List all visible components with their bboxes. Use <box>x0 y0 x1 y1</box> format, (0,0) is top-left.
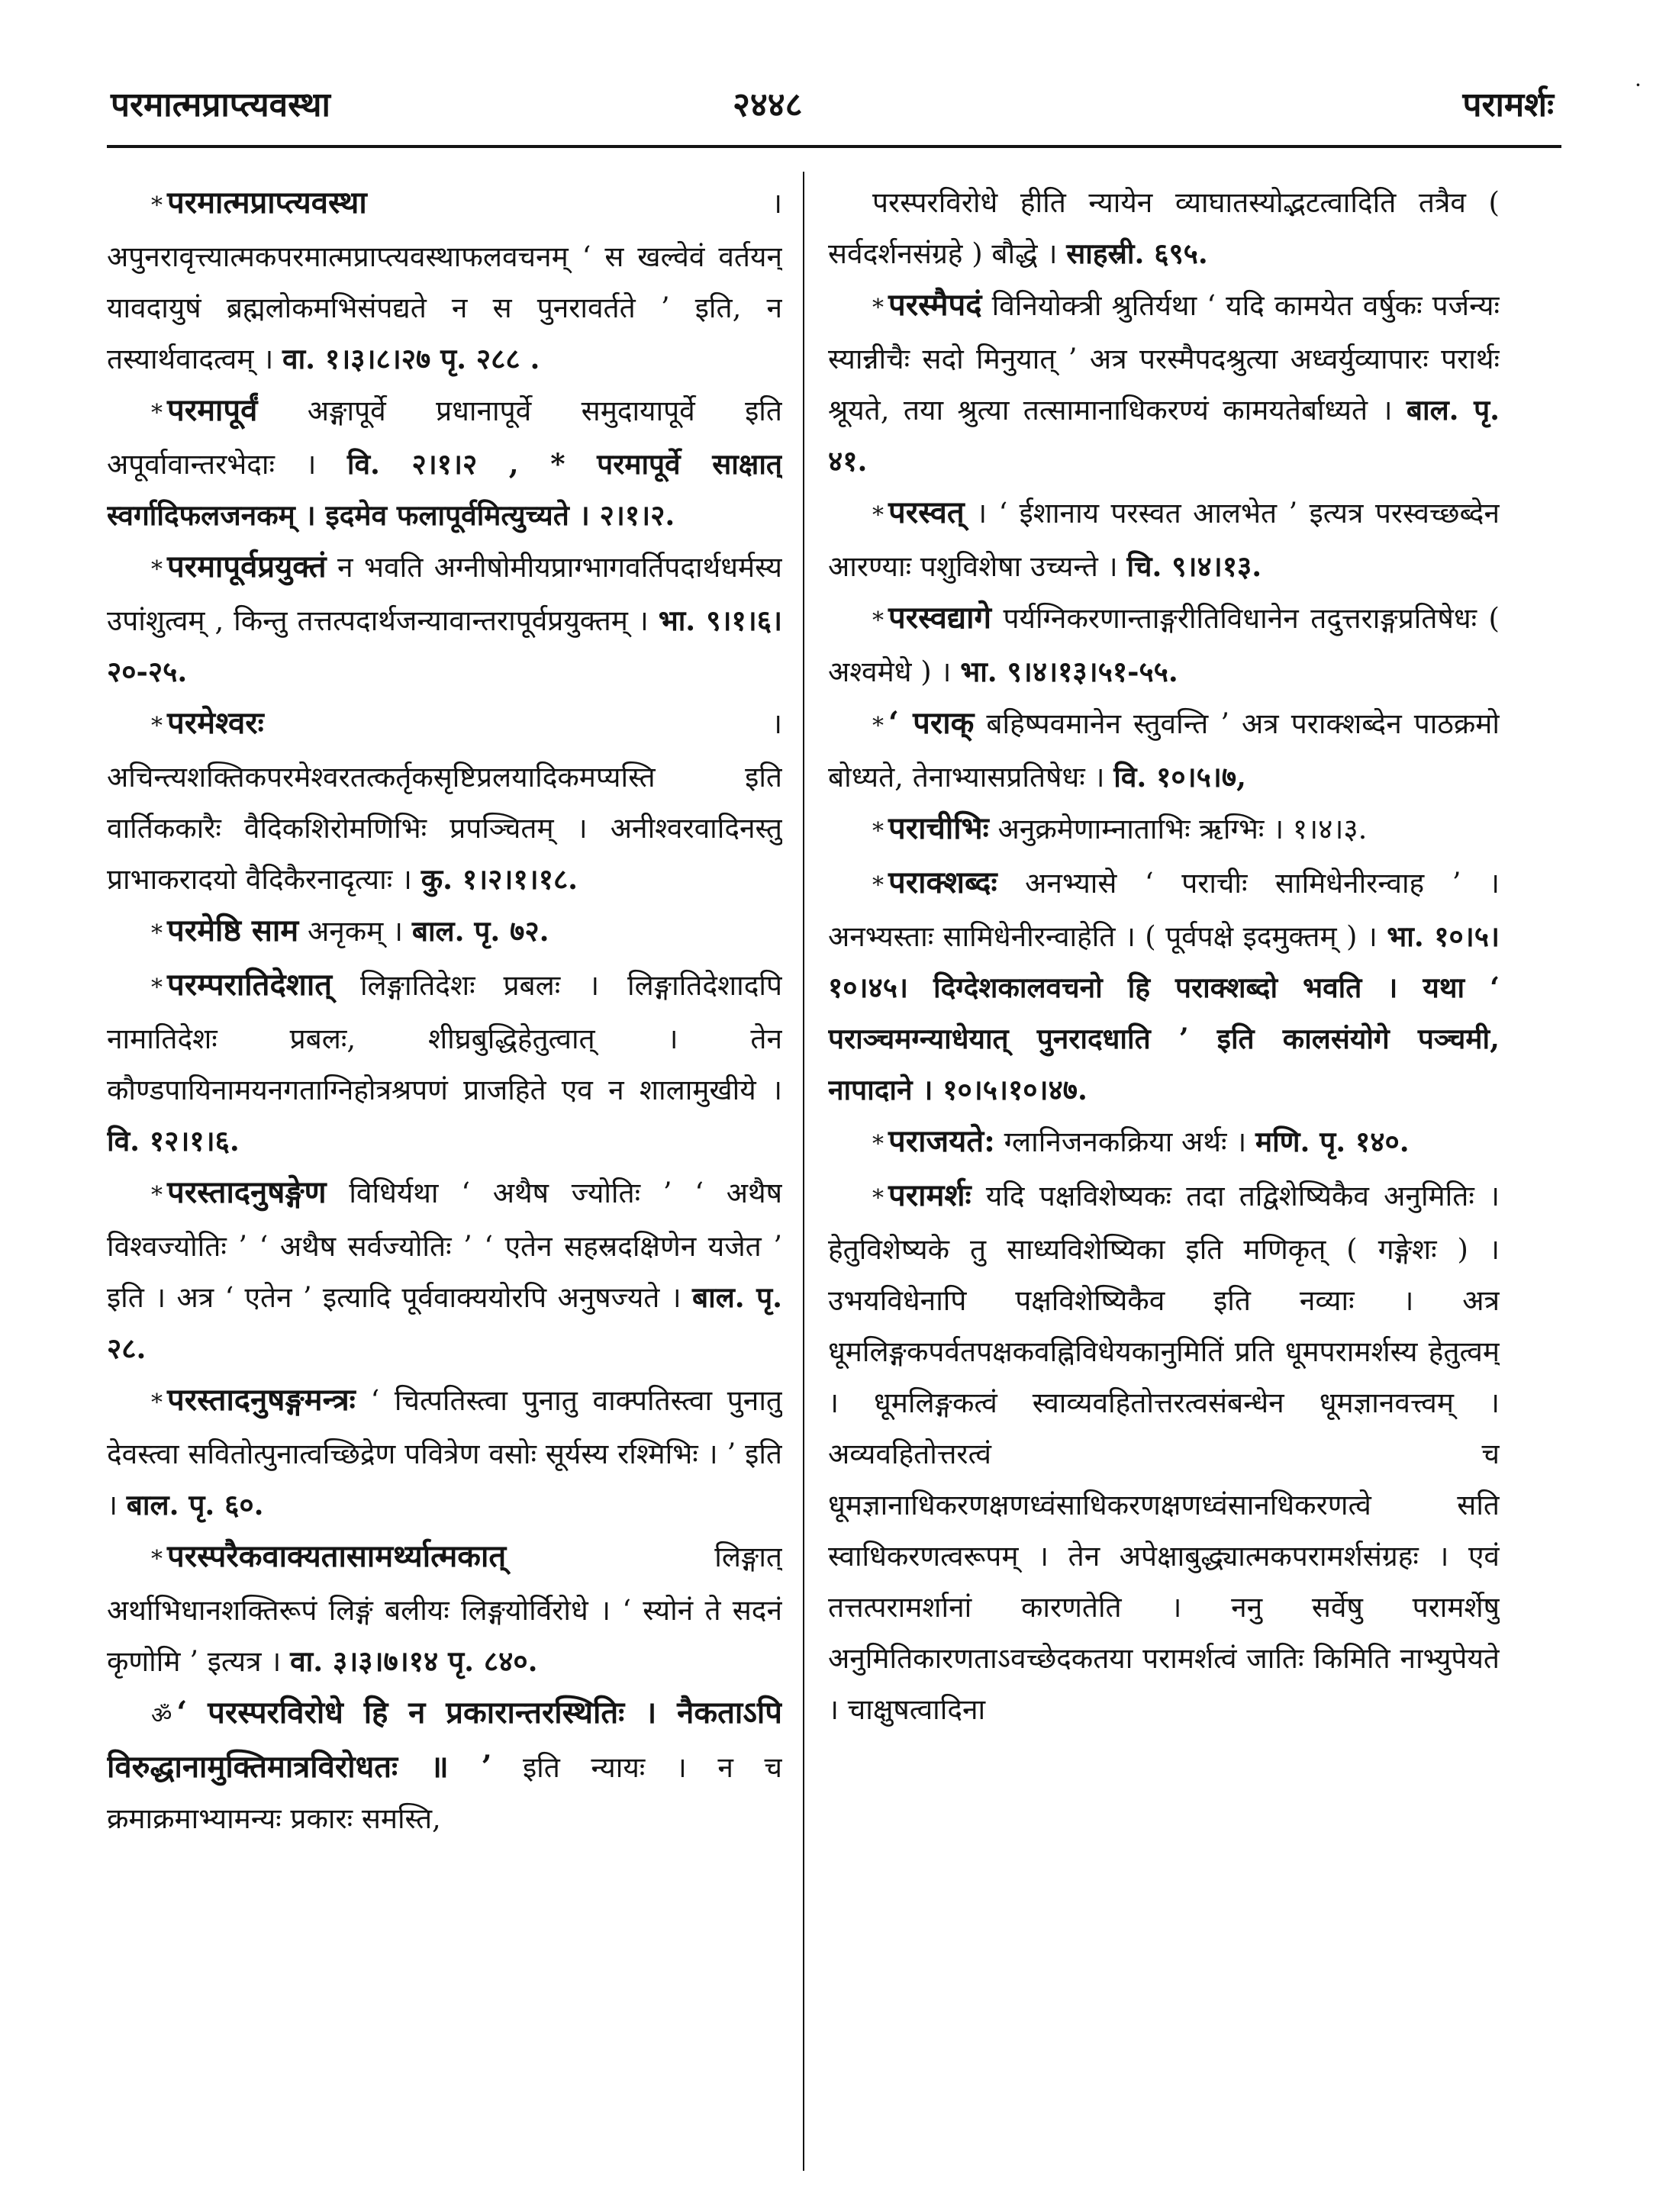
entry-text: । अपुनरावृत्त्यात्मकपरमात्मप्राप्त्यवस्थाफलवचनम् ‘ स खल्वेवं वर्तयन् यावदायुषं ब्रह्मलोकमभिसंपद्यते न स पुनरावर्तते ’ इति, न तस्यार्थवादत्वम् । <box>107 187 782 375</box>
entry-headword: परमेष्ठि साम <box>167 913 299 948</box>
dictionary-entry <box>828 697 1500 803</box>
dictionary-entry <box>107 385 782 541</box>
dictionary-entry <box>107 1167 782 1374</box>
dictionary-entry <box>828 857 1500 1116</box>
entry-reference: बाल. पृ. ७२. <box>411 914 549 948</box>
entry-headword: पराजयते: <box>888 1123 995 1159</box>
right-column <box>828 177 1500 2191</box>
entry-headword: पराचीभिः <box>888 810 989 846</box>
entry-reference: बाल. पृ. ४१. <box>828 393 1500 478</box>
dictionary-entry <box>828 1116 1500 1170</box>
entry-reference: वा. १।३।८।२७ पृ. २८८ . <box>282 342 540 375</box>
running-head-right: परामर्शः <box>1462 85 1554 124</box>
entry-headword: परस्वद्यागे <box>888 600 991 636</box>
dictionary-entry <box>107 697 782 905</box>
entry-reference: बाल. पृ. २८. <box>107 1280 782 1365</box>
asterisk-icon: * <box>151 1182 163 1209</box>
entry-text: ‘ चित्पतिस्त्वा पुनातु वाक्पतिस्त्वा पुनातु देवस्त्वा सवितोत्पुनात्वच्छिद्रेण पवित्रेण वसोः सूर्यस्य रश्मिभिः । ’ इति । <box>107 1384 782 1521</box>
entry-reference: चि. ९।४।१३. <box>1126 549 1262 583</box>
entry-text: ग्लानिजनकक्रिया अर्थः । <box>1004 1125 1247 1158</box>
entry-headword: परम्परातिदेशात् <box>167 967 333 1003</box>
entry-text: विनियोक्त्री श्रुतिर्यथा ‘ यदि कामयेत वर्षुकः पर्जन्यः स्यान्नीचैः सदो मिनुयात् ’ अत्र परस्मैपदश्रुत्या अध्वर्युव्यापारः परार्थः श्रूयते, तया श्रुत्या तत्सामानाधिकरण्यं कामयतेर्बाध्यते । <box>828 289 1500 427</box>
entry-text: बहिष्पवमानेन स्तुवन्ति ’ अत्र पराक्शब्देन पाठक्रमो बोध्यते, तेनाभ्यासप्रतिषेधः । <box>828 707 1500 794</box>
entry-headword: परमेश्वरः <box>167 705 264 741</box>
asterisk-icon: * <box>872 295 884 321</box>
entry-headword: परामर्शः <box>888 1177 972 1213</box>
entry-text: विधिर्यथा ‘ अथैष ज्योतिः ’ ‘ अथैष विश्वज्योतिः ’ ‘ अथैष सर्वज्योतिः ’ ‘ एतेन सहस्रदक्षिणेन यजेत ’ इति । अत्र ‘ एतेन ’ इत्यादि पूर्ववाक्ययोरपि अनुषज्यते । <box>107 1177 782 1314</box>
dictionary-entry <box>107 1374 782 1531</box>
asterisk-icon: * <box>872 872 884 899</box>
asterisk-icon: * <box>151 556 163 583</box>
entry-text: यदि पक्षविशेष्यकः तदा तद्विशेष्यिकैव अनुमितिः । हेतुविशेष्यके तु साध्यविशेष्यिका इति मणिकृत् ( गङ्गेशः ) । उभयविधेनापि पक्षविशेष्यिकैव इति नव्याः । अत्र धूमलिङ्गकपर्वतपक्षकवह्निविधेयकानुमितिं प्रति धूमपरामर्शस्य हेतुत्वम् । धूमलिङ्गकत्वं स्वाव्यवहितोत्तरत्वसंबन्धेन धूमज्ञानवत्त्वम् । अव्यवहितोत्तरत्वं च धूमज्ञानाधिकरणक्षणध्वंसाधिकरणक्षणध्वंसानधिकरणत्वे सति स्वाधिकरणत्वरूपम् । तेन अपेक्षाबुद्ध्यात्मकपरामर्शसंग्रहः । एवं तत्तत्परामर्शानां कारणतेति । ननु सर्वेषु परामर्शेषु अनुमितिकारणताऽवच्छेदकतया परामर्शत्वं जातिः किमिति नाभ्युपेयते । चाक्षुषत्वादिना <box>828 1180 1500 1726</box>
asterisk-icon: * <box>151 1546 163 1573</box>
asterisk-icon: * <box>872 818 884 845</box>
dictionary-entry <box>107 177 782 385</box>
entry-text: अङ्गापूर्वे प्रधानापूर्वे समुदायापूर्वे इति अपूर्वावान्तरभेदाः । <box>107 394 782 481</box>
entry-headword: परस्परैकवाक्यतासामर्थ्यात्मकात् <box>167 1538 507 1574</box>
dictionary-entry <box>828 592 1500 697</box>
asterisk-icon: * <box>151 400 163 427</box>
entry-text: अनुक्रमेणाम्नाताभिः ऋग्भिः । १।४।३. <box>997 813 1368 845</box>
dictionary-entry <box>107 959 782 1167</box>
left-column <box>107 177 782 2191</box>
om-symbol-icon: ॐ <box>151 1702 172 1729</box>
page-number: २४४८ <box>733 85 803 124</box>
header-rule <box>107 145 1561 148</box>
entry-reference: बाल. पृ. ६०. <box>126 1488 264 1521</box>
entry-reference: भा. १०।५।१०।४५। दिग्देशकालवचनो हि पराक्शब्दो भवति । यथा ‘ पराञ्चमग्न्याधेयात् पुनरादधाति ’ इति कालसंयोगे पञ्चमी, नापादाने । १०।५।१०।४७. <box>828 919 1500 1106</box>
asterisk-icon: * <box>872 1131 884 1158</box>
dictionary-entry <box>828 1170 1500 1735</box>
entry-headword: परस्वत् <box>888 494 965 530</box>
entry-text: अनृकम् । <box>307 915 404 948</box>
dictionary-entry <box>107 905 782 959</box>
entry-reference: कु. १।२।१।१८. <box>420 862 578 896</box>
running-head-left: परमात्मप्राप्त्यवस्था <box>111 85 330 124</box>
entry-text: पर्यग्निकरणान्ताङ्गरीतिविधानेन तदुत्तराङ्गप्रतिषेधः ( अश्वमेधे ) । <box>828 602 1500 688</box>
entry-text: लिङ्गातिदेशः प्रबलः । लिङ्गातिदेशादपि नामातिदेशः प्रबलः, शीघ्रबुद्धिहेतुत्वात् । तेन कौण्डपायिनामयनगताग्निहोत्रश्रपणं प्राजहिते एव न शालामुखीये । <box>107 969 782 1106</box>
column-divider <box>803 172 804 2171</box>
entry-reference: वि. १२।१।६. <box>107 1124 240 1158</box>
asterisk-icon: * <box>151 974 163 1001</box>
dictionary-entry <box>828 279 1500 487</box>
entry-text: । ‘ ईशानाय परस्वत आलभेत ’ इत्यत्र परस्वच्छब्देन आरण्याः पशुविशेषा उच्यन्ते । <box>828 497 1500 583</box>
dictionary-entry <box>107 1531 782 1687</box>
entry-headword: ‘ पराक् <box>888 705 975 741</box>
entry-headword: पराक्शब्दः <box>888 865 997 900</box>
dictionary-entry <box>107 541 782 697</box>
entry-headword: परस्मैपदं <box>888 287 982 323</box>
entry-reference: साहस्री. ६९५. <box>1066 237 1208 270</box>
entry-headword: परमापूर्वप्रयुक्तं <box>167 549 327 584</box>
asterisk-icon: * <box>872 1185 884 1212</box>
entry-text: लिङ्गात् अर्थाभिधानशक्तिरूपं लिङ्गं बलीयः लिङ्गयोर्विरोधे । ‘ स्योनं ते सदनं कृणोमि ’ इत्यत्र । <box>107 1541 782 1678</box>
entry-headword: परस्तादनुषङ्गेण <box>167 1174 327 1210</box>
asterisk-icon: * <box>872 607 884 634</box>
entry-headword: परमापूर्वं <box>167 392 258 428</box>
entry-reference: भा. ९।४।१३।५१-५५. <box>960 655 1178 688</box>
entry-headword: परमात्मप्राप्त्यवस्था <box>167 185 367 221</box>
entry-reference: मणि. पृ. १४०. <box>1255 1125 1410 1158</box>
asterisk-icon: * <box>151 713 163 739</box>
entry-reference: भा. ९।१।६।२०-२५. <box>107 604 782 688</box>
dictionary-entry <box>828 177 1500 279</box>
entry-text: । अचिन्त्यशक्तिकपरमेश्वरतत्कर्तृकसृष्टिप्रलयादिकमप्यस्ति इति वार्तिककारैः वैदिकशिरोमणिभिः प्रपञ्चितम् । अनीश्वरवादिनस्तु प्राभाकरादयो वैदिकैरनादृत्याः । <box>107 707 782 896</box>
asterisk-icon: * <box>872 713 884 739</box>
entry-reference: वा. ३।३।७।१४ पृ. ८४०. <box>290 1644 538 1678</box>
asterisk-icon: * <box>872 502 884 529</box>
entry-text: परस्परविरोधे हीति न्यायेन व्याघातस्योद्भटत्वादिति तत्रैव ( सर्वदर्शनसंग्रहे ) बौद्धे । <box>828 186 1500 270</box>
asterisk-icon: * <box>151 1389 163 1416</box>
asterisk-icon: * <box>151 920 163 947</box>
dictionary-entry <box>107 1687 782 1844</box>
dictionary-entry <box>828 803 1500 857</box>
entry-text: अनभ्यासे ‘ पराचीः सामिधेनीरन्वाह ’ । अनभ्यस्ताः सामिधेनीरन्वाहेति । ( पूर्वपक्षे इदमुक्तम् ) । <box>828 867 1500 953</box>
entry-headword: ‘ परस्परविरोधे हि न प्रकारान्तरस्थितिः । नैकताऽपि विरुद्धानामुक्तिमात्रविरोधतः ॥ ’ <box>107 1695 782 1785</box>
entry-text: इति न्यायः । न च क्रमाक्रमाभ्यामन्यः प्रकारः समस्ति, <box>107 1751 782 1835</box>
entry-headword: परस्तादनुषङ्गमन्त्रः <box>167 1382 356 1418</box>
entry-reference: वि. २।१।२ , * परमापूर्वे साक्षात् स्वर्गादिफलजनकम् । इदमेव फलापूर्वमित्युच्यते । २।१।२. <box>107 447 782 532</box>
asterisk-icon: * <box>151 192 163 219</box>
dictionary-entry <box>828 487 1500 592</box>
margin-mark: · <box>1635 72 1642 98</box>
entry-text: न भवति अग्नीषोमीयप्राग्भागवर्तिपदार्थधर्मस्य उपांशुत्वम् , किन्तु तत्तत्पदार्थजन्यावान्तरापूर्वप्रयुक्तम् । <box>107 551 782 637</box>
entry-reference: वि. १०।५।७, <box>1113 760 1247 794</box>
